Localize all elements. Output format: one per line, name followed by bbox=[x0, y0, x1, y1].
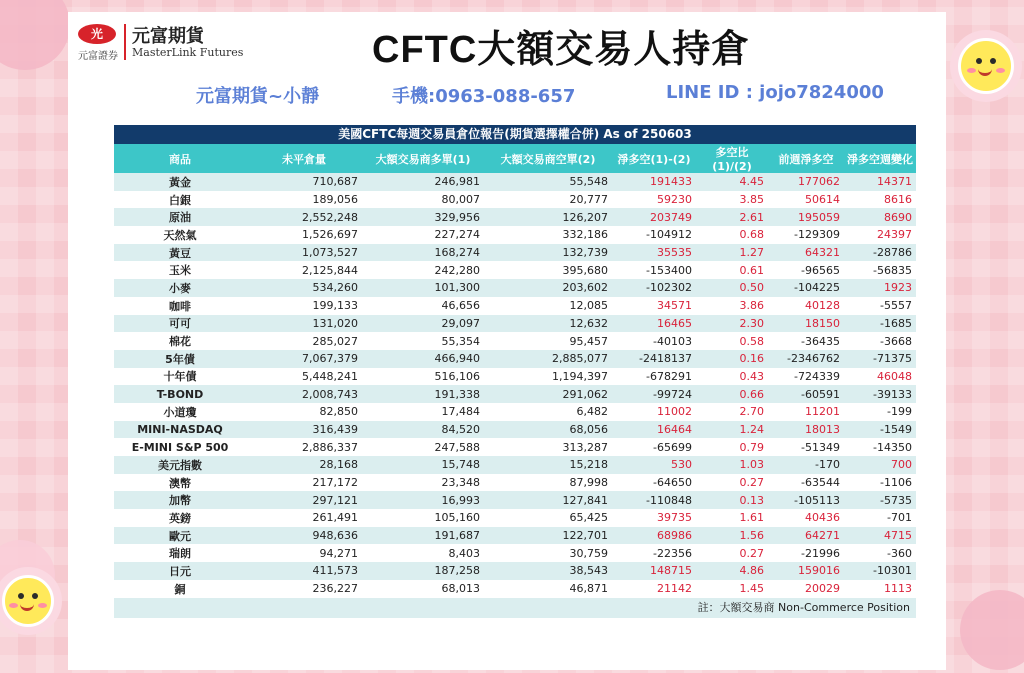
table-row bbox=[114, 544, 916, 562]
table-row bbox=[114, 279, 916, 297]
column-header: 商品 bbox=[114, 144, 246, 173]
cell-oi: 199,133 bbox=[246, 297, 362, 315]
cell-name: 天然氣 bbox=[114, 226, 246, 244]
cell-short: 20,777 bbox=[484, 191, 612, 209]
cell-ratio: 0.68 bbox=[696, 226, 768, 244]
cell-name: 日元 bbox=[114, 562, 246, 580]
cell-short: 122,701 bbox=[484, 527, 612, 545]
cell-short: 203,602 bbox=[484, 279, 612, 297]
cell-long: 466,940 bbox=[362, 350, 484, 368]
cell-long: 191,687 bbox=[362, 527, 484, 545]
cell-net: -102302 bbox=[612, 279, 696, 297]
cell-chg: -1106 bbox=[844, 474, 916, 492]
cell-oi: 1,073,527 bbox=[246, 244, 362, 262]
cell-chg: -71375 bbox=[844, 350, 916, 368]
cell-oi: 217,172 bbox=[246, 474, 362, 492]
cell-name: 小麥 bbox=[114, 279, 246, 297]
column-header: 淨多空(1)-(2) bbox=[612, 144, 696, 173]
cell-long: 80,007 bbox=[362, 191, 484, 209]
cell-oi: 261,491 bbox=[246, 509, 362, 527]
cell-ratio: 0.61 bbox=[696, 261, 768, 279]
cell-prev: -51349 bbox=[768, 438, 844, 456]
cell-chg: 8616 bbox=[844, 191, 916, 209]
cell-long: 227,274 bbox=[362, 226, 484, 244]
cell-ratio: 0.43 bbox=[696, 368, 768, 386]
cell-long: 55,354 bbox=[362, 332, 484, 350]
cell-long: 8,403 bbox=[362, 544, 484, 562]
cell-oi: 948,636 bbox=[246, 527, 362, 545]
cell-short: 12,632 bbox=[484, 315, 612, 333]
cell-net: 191433 bbox=[612, 173, 696, 191]
cell-name: 原油 bbox=[114, 208, 246, 226]
cell-prev: 195059 bbox=[768, 208, 844, 226]
cell-oi: 2,008,743 bbox=[246, 385, 362, 403]
cell-name: 澳幣 bbox=[114, 474, 246, 492]
cell-long: 84,520 bbox=[362, 421, 484, 439]
cell-chg: -199 bbox=[844, 403, 916, 421]
cell-short: 65,425 bbox=[484, 509, 612, 527]
cell-name: 5年債 bbox=[114, 350, 246, 368]
table-row bbox=[114, 208, 916, 226]
table-row bbox=[114, 438, 916, 456]
cell-prev: -63544 bbox=[768, 474, 844, 492]
table-row bbox=[114, 191, 916, 209]
logo-english-name: MasterLink Futures bbox=[132, 46, 244, 59]
cell-oi: 7,067,379 bbox=[246, 350, 362, 368]
smiley-sun-icon bbox=[2, 575, 54, 627]
table-row bbox=[114, 474, 916, 492]
cell-chg: -3668 bbox=[844, 332, 916, 350]
cell-ratio: 0.16 bbox=[696, 350, 768, 368]
cell-name: T-BOND bbox=[114, 385, 246, 403]
cell-net: -99724 bbox=[612, 385, 696, 403]
cell-short: 30,759 bbox=[484, 544, 612, 562]
cell-short: 55,548 bbox=[484, 173, 612, 191]
cell-long: 68,013 bbox=[362, 580, 484, 598]
cell-oi: 131,020 bbox=[246, 315, 362, 333]
column-header: 多空比(1)/(2) bbox=[696, 144, 768, 173]
cell-long: 191,338 bbox=[362, 385, 484, 403]
table-row bbox=[114, 297, 916, 315]
cell-prev: -96565 bbox=[768, 261, 844, 279]
cell-long: 516,106 bbox=[362, 368, 484, 386]
cell-oi: 534,260 bbox=[246, 279, 362, 297]
cell-prev: 40436 bbox=[768, 509, 844, 527]
flower-decoration bbox=[960, 590, 1024, 670]
cell-prev: -105113 bbox=[768, 491, 844, 509]
cell-net: -40103 bbox=[612, 332, 696, 350]
cell-ratio: 2.30 bbox=[696, 315, 768, 333]
cell-prev: 18150 bbox=[768, 315, 844, 333]
cell-oi: 2,125,844 bbox=[246, 261, 362, 279]
cell-name: 白銀 bbox=[114, 191, 246, 209]
table-row bbox=[114, 350, 916, 368]
cell-short: 132,739 bbox=[484, 244, 612, 262]
contact-phone: 手機:0963-088-657 bbox=[392, 86, 576, 107]
table-row bbox=[114, 226, 916, 244]
cell-net: -678291 bbox=[612, 368, 696, 386]
cell-oi: 411,573 bbox=[246, 562, 362, 580]
cell-name: MINI-NASDAQ bbox=[114, 421, 246, 439]
column-header: 大額交易商多單(1) bbox=[362, 144, 484, 173]
cell-net: 530 bbox=[612, 456, 696, 474]
logo-subtitle: 元富證券 bbox=[78, 51, 118, 62]
cell-ratio: 0.79 bbox=[696, 438, 768, 456]
column-header: 未平倉量 bbox=[246, 144, 362, 173]
cell-short: 2,885,077 bbox=[484, 350, 612, 368]
cell-long: 23,348 bbox=[362, 474, 484, 492]
table-row bbox=[114, 491, 916, 509]
cell-long: 246,981 bbox=[362, 173, 484, 191]
cell-ratio: 4.86 bbox=[696, 562, 768, 580]
cell-ratio: 0.27 bbox=[696, 544, 768, 562]
cell-ratio: 0.13 bbox=[696, 491, 768, 509]
cell-short: 291,062 bbox=[484, 385, 612, 403]
positions-table bbox=[114, 144, 916, 598]
cell-ratio: 0.58 bbox=[696, 332, 768, 350]
cell-short: 6,482 bbox=[484, 403, 612, 421]
logo-mark-icon: 光 bbox=[78, 24, 116, 44]
cell-name: 棉花 bbox=[114, 332, 246, 350]
cell-net: -64650 bbox=[612, 474, 696, 492]
cell-long: 46,656 bbox=[362, 297, 484, 315]
cell-name: 黃金 bbox=[114, 173, 246, 191]
cell-long: 17,484 bbox=[362, 403, 484, 421]
cell-chg: 1113 bbox=[844, 580, 916, 598]
cell-ratio: 1.61 bbox=[696, 509, 768, 527]
cell-prev: 177062 bbox=[768, 173, 844, 191]
cell-oi: 2,886,337 bbox=[246, 438, 362, 456]
cell-prev: -724339 bbox=[768, 368, 844, 386]
table-row bbox=[114, 456, 916, 474]
cell-ratio: 0.50 bbox=[696, 279, 768, 297]
table-row bbox=[114, 580, 916, 598]
cell-ratio: 0.66 bbox=[696, 385, 768, 403]
cell-name: 加幣 bbox=[114, 491, 246, 509]
cell-name: 歐元 bbox=[114, 527, 246, 545]
cell-prev: -21996 bbox=[768, 544, 844, 562]
cell-chg: 46048 bbox=[844, 368, 916, 386]
cell-prev: -36435 bbox=[768, 332, 844, 350]
cell-chg: -5735 bbox=[844, 491, 916, 509]
cell-chg: 700 bbox=[844, 456, 916, 474]
cell-net: 34571 bbox=[612, 297, 696, 315]
cell-short: 12,085 bbox=[484, 297, 612, 315]
cell-ratio: 1.27 bbox=[696, 244, 768, 262]
cell-chg: 8690 bbox=[844, 208, 916, 226]
cell-net: -104912 bbox=[612, 226, 696, 244]
cell-chg: -5557 bbox=[844, 297, 916, 315]
cell-oi: 710,687 bbox=[246, 173, 362, 191]
column-header: 前週淨多空 bbox=[768, 144, 844, 173]
cell-oi: 28,168 bbox=[246, 456, 362, 474]
column-header: 大額交易商空單(2) bbox=[484, 144, 612, 173]
cell-net: 11002 bbox=[612, 403, 696, 421]
cell-prev: -104225 bbox=[768, 279, 844, 297]
cell-oi: 5,448,241 bbox=[246, 368, 362, 386]
table-row bbox=[114, 368, 916, 386]
table-row bbox=[114, 509, 916, 527]
table-row bbox=[114, 315, 916, 333]
cell-chg: 4715 bbox=[844, 527, 916, 545]
cell-name: 黃豆 bbox=[114, 244, 246, 262]
table-row bbox=[114, 421, 916, 439]
table-row bbox=[114, 332, 916, 350]
cell-ratio: 1.45 bbox=[696, 580, 768, 598]
cell-net: 35535 bbox=[612, 244, 696, 262]
cell-net: -22356 bbox=[612, 544, 696, 562]
cell-long: 187,258 bbox=[362, 562, 484, 580]
cell-name: 小道瓊 bbox=[114, 403, 246, 421]
cell-net: 16464 bbox=[612, 421, 696, 439]
cell-oi: 236,227 bbox=[246, 580, 362, 598]
cell-prev: 159016 bbox=[768, 562, 844, 580]
cell-net: 203749 bbox=[612, 208, 696, 226]
cell-net: -153400 bbox=[612, 261, 696, 279]
cell-oi: 2,552,248 bbox=[246, 208, 362, 226]
cell-ratio: 4.45 bbox=[696, 173, 768, 191]
cell-oi: 94,271 bbox=[246, 544, 362, 562]
cell-name: 瑞朗 bbox=[114, 544, 246, 562]
cell-net: -65699 bbox=[612, 438, 696, 456]
cell-ratio: 3.85 bbox=[696, 191, 768, 209]
cell-oi: 316,439 bbox=[246, 421, 362, 439]
logo-separator bbox=[124, 24, 126, 60]
cell-short: 95,457 bbox=[484, 332, 612, 350]
table-row bbox=[114, 403, 916, 421]
cell-long: 16,993 bbox=[362, 491, 484, 509]
cell-ratio: 2.61 bbox=[696, 208, 768, 226]
cell-net: 21142 bbox=[612, 580, 696, 598]
table-body bbox=[114, 173, 916, 598]
cell-name: 十年債 bbox=[114, 368, 246, 386]
cell-ratio: 2.70 bbox=[696, 403, 768, 421]
contact-line-id: LINE ID : jojo7824000 bbox=[666, 82, 884, 103]
cell-prev: 64271 bbox=[768, 527, 844, 545]
cell-net: -2418137 bbox=[612, 350, 696, 368]
cell-short: 46,871 bbox=[484, 580, 612, 598]
cell-short: 332,186 bbox=[484, 226, 612, 244]
cell-net: 148715 bbox=[612, 562, 696, 580]
cell-short: 68,056 bbox=[484, 421, 612, 439]
cell-name: 玉米 bbox=[114, 261, 246, 279]
cell-chg: 1923 bbox=[844, 279, 916, 297]
cell-prev: 18013 bbox=[768, 421, 844, 439]
cell-net: 68986 bbox=[612, 527, 696, 545]
cell-chg: -1549 bbox=[844, 421, 916, 439]
cell-ratio: 1.24 bbox=[696, 421, 768, 439]
cell-net: 16465 bbox=[612, 315, 696, 333]
cell-chg: -28786 bbox=[844, 244, 916, 262]
cell-name: 美元指數 bbox=[114, 456, 246, 474]
cell-ratio: 0.27 bbox=[696, 474, 768, 492]
cell-ratio: 3.86 bbox=[696, 297, 768, 315]
flower-decoration bbox=[0, 0, 70, 70]
cell-oi: 285,027 bbox=[246, 332, 362, 350]
cell-short: 395,680 bbox=[484, 261, 612, 279]
cell-oi: 1,526,697 bbox=[246, 226, 362, 244]
column-header: 淨多空週變化 bbox=[844, 144, 916, 173]
table-footnote: 註：大額交易商 Non-Commerce Position bbox=[114, 598, 916, 618]
cell-chg: 24397 bbox=[844, 226, 916, 244]
cell-long: 105,160 bbox=[362, 509, 484, 527]
cell-prev: 50614 bbox=[768, 191, 844, 209]
smiley-sun-icon bbox=[958, 38, 1014, 94]
cell-long: 247,588 bbox=[362, 438, 484, 456]
table-row bbox=[114, 244, 916, 262]
company-logo bbox=[78, 22, 268, 62]
page-title: CFTC大額交易人持倉 bbox=[372, 29, 751, 71]
cell-net: -110848 bbox=[612, 491, 696, 509]
cell-chg: 14371 bbox=[844, 173, 916, 191]
cell-net: 39735 bbox=[612, 509, 696, 527]
cell-long: 168,274 bbox=[362, 244, 484, 262]
cell-short: 38,543 bbox=[484, 562, 612, 580]
table-row bbox=[114, 562, 916, 580]
cell-chg: -701 bbox=[844, 509, 916, 527]
cell-oi: 297,121 bbox=[246, 491, 362, 509]
cell-chg: -360 bbox=[844, 544, 916, 562]
logo-name: 元富期貨 bbox=[132, 26, 204, 47]
cell-short: 127,841 bbox=[484, 491, 612, 509]
cell-name: 咖啡 bbox=[114, 297, 246, 315]
cell-chg: -1685 bbox=[844, 315, 916, 333]
cell-oi: 189,056 bbox=[246, 191, 362, 209]
cell-short: 87,998 bbox=[484, 474, 612, 492]
cell-short: 126,207 bbox=[484, 208, 612, 226]
cell-oi: 82,850 bbox=[246, 403, 362, 421]
cell-name: E-MINI S&P 500 bbox=[114, 438, 246, 456]
cell-long: 101,300 bbox=[362, 279, 484, 297]
table-header-row bbox=[114, 144, 916, 173]
contact-name: 元富期貨~小靜 bbox=[196, 86, 320, 107]
cftc-table bbox=[114, 125, 916, 618]
cell-chg: -14350 bbox=[844, 438, 916, 456]
cell-prev: -170 bbox=[768, 456, 844, 474]
cell-short: 15,218 bbox=[484, 456, 612, 474]
cell-prev: 64321 bbox=[768, 244, 844, 262]
cell-long: 329,956 bbox=[362, 208, 484, 226]
cell-short: 313,287 bbox=[484, 438, 612, 456]
cell-prev: -129309 bbox=[768, 226, 844, 244]
cell-name: 銅 bbox=[114, 580, 246, 598]
cell-chg: -10301 bbox=[844, 562, 916, 580]
cell-chg: -39133 bbox=[844, 385, 916, 403]
cell-ratio: 1.56 bbox=[696, 527, 768, 545]
cell-prev: 11201 bbox=[768, 403, 844, 421]
table-row bbox=[114, 261, 916, 279]
table-title: 美國CFTC每週交易員倉位報告(期貨選擇權合併) As of 250603 bbox=[114, 125, 916, 144]
cell-prev: -2346762 bbox=[768, 350, 844, 368]
cell-long: 15,748 bbox=[362, 456, 484, 474]
table-row bbox=[114, 173, 916, 191]
cell-chg: -56835 bbox=[844, 261, 916, 279]
cell-name: 可可 bbox=[114, 315, 246, 333]
cell-net: 59230 bbox=[612, 191, 696, 209]
cell-long: 29,097 bbox=[362, 315, 484, 333]
cell-long: 242,280 bbox=[362, 261, 484, 279]
table-row bbox=[114, 527, 916, 545]
cell-prev: 20029 bbox=[768, 580, 844, 598]
cell-name: 英鎊 bbox=[114, 509, 246, 527]
table-row bbox=[114, 385, 916, 403]
cell-prev: 40128 bbox=[768, 297, 844, 315]
cell-prev: -60591 bbox=[768, 385, 844, 403]
cell-short: 1,194,397 bbox=[484, 368, 612, 386]
cell-ratio: 1.03 bbox=[696, 456, 768, 474]
